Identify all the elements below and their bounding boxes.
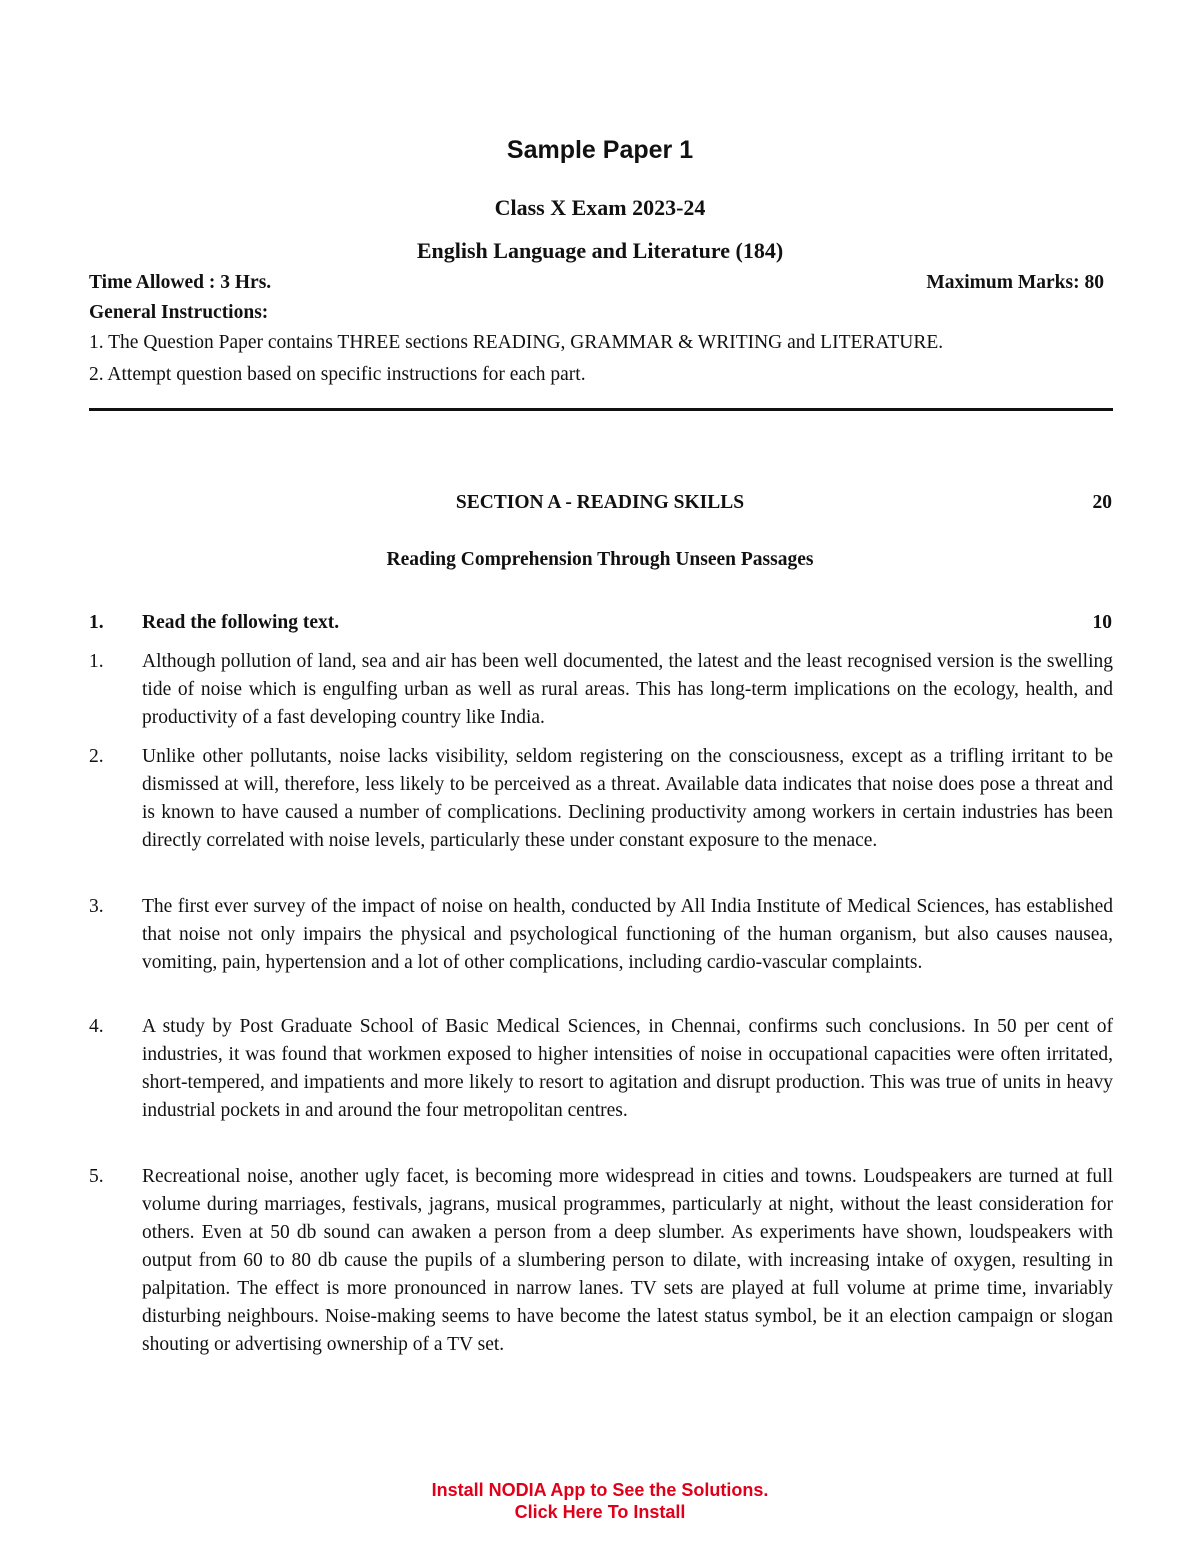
- passage-paragraph: [89, 648, 1113, 732]
- paragraph-text: Although pollution of land, sea and air has been well documented, the latest and the least recognised version is the swelling tide of noise which is engulfing urban as well as rural areas. This has long-term implications on the ecology, health, and productivity of a fast developing country like India.: [142, 651, 1113, 728]
- section-title: SECTION A - READING SKILLS: [455, 492, 745, 513]
- paragraph-number: 4.: [89, 1016, 104, 1037]
- passage-paragraph: [89, 743, 1113, 855]
- install-app-link[interactable]: Click Here To Install: [514, 1502, 686, 1522]
- paragraph-text: Unlike other pollutants, noise lacks visibility, seldom registering on the consciousness, except as a trifling irritant to be dismissed at will, therefore, less likely to be perceived as a threat. Available data indicates that noise does pose a threat and is known to have caused a number of complications. Declining productivity among workers in certain industries has been directly correlated with noise levels, particularly these under constant exposure to the menace.: [142, 746, 1113, 851]
- passage-paragraph: [89, 1163, 1113, 1359]
- paragraph-number: 1.: [89, 651, 104, 672]
- subject-heading: English Language and Literature (184): [416, 238, 784, 263]
- question-text: Read the following text.: [142, 612, 340, 633]
- header-divider: [89, 408, 1113, 411]
- instruction-1: 1. The Question Paper contains THREE sections READING, GRAMMAR & WRITING and LITERATURE.: [89, 332, 944, 353]
- question-number: 1.: [89, 612, 104, 633]
- paragraph-text: Recreational noise, another ugly facet, is becoming more widespread in cities and towns. Loudspeakers are turned at full volume during marriages, festivals, jagrans, musical programmes, particularly at night, without the least consideration for others. Even at 50 db sound can awaken a person from a deep slumber. As experiments have shown, loudspeakers with output from 60 to 80 db cause the pupils of a slumbering person to dilate, with increasing intake of oxygen, resulting in palpitation. The effect is more pronounced in narrow lanes. TV sets are played at full volume at prime time, invariably disturbing neighbours. Noise-making seems to have become the latest status symbol, be it an election campaign or slogan shouting or advertising ownership of a TV set.: [142, 1166, 1113, 1355]
- passage-paragraph: [89, 893, 1113, 977]
- paragraph-number: 3.: [89, 896, 104, 917]
- paragraph-number: 2.: [89, 746, 104, 767]
- time-allowed: Time Allowed : 3 Hrs.: [89, 272, 272, 293]
- section-subtitle: Reading Comprehension Through Unseen Passages: [386, 549, 814, 570]
- section-marks: 20: [1092, 492, 1112, 513]
- paragraph-text: The first ever survey of the impact of noise on health, conducted by All India Institute of Medical Sciences, has established that noise not only impairs the physical and psychological functioning of the human organism, but also causes nausea, vomiting, pain, hypertension and a lot of other complications, including cardio-vascular complaints.: [142, 896, 1113, 973]
- install-app-notice: Install NODIA App to See the Solutions.: [431, 1480, 769, 1500]
- question-marks: 10: [1092, 612, 1112, 633]
- paragraph-text: A study by Post Graduate School of Basic Medical Sciences, in Chennai, confirms such conclusions. In 50 per cent of industries, it was found that workmen exposed to higher intensities of noise in occupational capacities were often irritated, short-tempered, and impatients and more likely to resort to agitation and disrupt production. This was true of units in heavy industrial pockets in and around the four metropolitan centres.: [142, 1016, 1113, 1121]
- maximum-marks: Maximum Marks: 80: [926, 272, 1104, 293]
- instruction-2: 2. Attempt question based on specific instructions for each part.: [89, 364, 586, 385]
- general-instructions-label: General Instructions:: [89, 302, 269, 323]
- paragraph-number: 5.: [89, 1166, 104, 1187]
- class-exam-heading: Class X Exam 2023-24: [494, 195, 706, 220]
- paper-title: Sample Paper 1: [506, 136, 694, 164]
- passage-paragraph: [89, 1013, 1113, 1125]
